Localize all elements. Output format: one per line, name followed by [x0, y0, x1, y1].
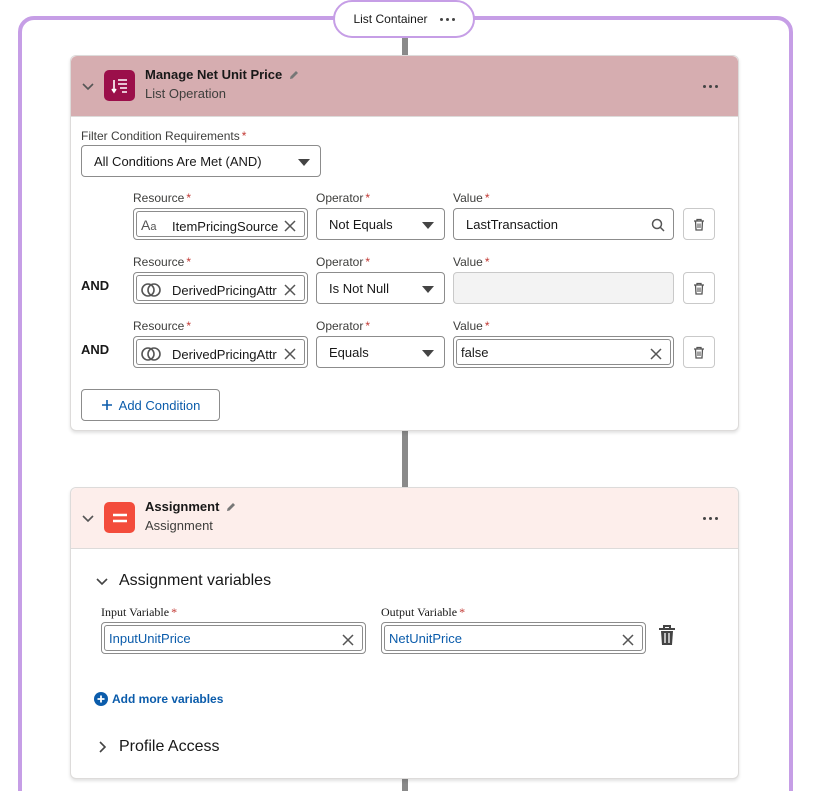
resource-field[interactable]: DerivedPricingAttr: [133, 336, 308, 368]
delete-condition-button[interactable]: [683, 272, 715, 304]
chevron-down-icon[interactable]: [81, 511, 95, 525]
assignment-variables-section-toggle[interactable]: Assignment variables: [95, 572, 271, 590]
linked-rings-icon: [141, 282, 161, 298]
node-title: Manage Net Unit Price: [145, 67, 300, 82]
node-subtitle: List Operation: [145, 86, 226, 101]
value-label: Value *: [453, 319, 490, 333]
output-variable-field[interactable]: NetUnitPrice: [381, 622, 646, 654]
more-actions-icon[interactable]: [440, 18, 455, 21]
list-operation-icon: [104, 70, 135, 101]
more-actions-icon[interactable]: [703, 517, 718, 520]
operator-label: Operator *: [316, 255, 371, 269]
pencil-icon[interactable]: [288, 69, 300, 81]
list-container-pill[interactable]: [333, 0, 475, 38]
value-label: Value *: [453, 255, 490, 269]
clear-icon[interactable]: [284, 284, 296, 296]
resource-label: Resource *: [133, 255, 192, 269]
value-field[interactable]: false: [453, 336, 674, 368]
node-title: Assignment: [145, 499, 237, 514]
resource-field[interactable]: DerivedPricingAttr: [133, 272, 308, 304]
chevron-right-icon: [95, 740, 109, 754]
plus-icon: [101, 399, 113, 411]
profile-access-section-toggle[interactable]: Profile Access: [95, 738, 219, 756]
chevron-down-icon: [95, 574, 109, 588]
clear-icon[interactable]: [284, 348, 296, 360]
and-label: AND: [81, 278, 110, 293]
trash-icon: [693, 346, 705, 359]
resource-label: Resource *: [133, 191, 192, 205]
node-subtitle: Assignment: [145, 518, 213, 533]
text-type-icon: Aa: [141, 217, 157, 233]
add-condition-button[interactable]: Add Condition: [81, 389, 220, 421]
value-field[interactable]: LastTransaction: [453, 208, 674, 240]
input-variable-field[interactable]: InputUnitPrice: [101, 622, 366, 654]
filter-condition-label: Filter Condition Requirements *: [81, 129, 247, 143]
add-more-variables-button[interactable]: Add more variables: [94, 692, 223, 706]
operator-select[interactable]: Equals: [316, 336, 445, 368]
list-operation-card: [70, 55, 739, 431]
clear-icon[interactable]: [342, 634, 354, 646]
add-circle-icon: [94, 692, 108, 706]
chevron-down-icon[interactable]: [81, 79, 95, 93]
operator-select[interactable]: Is Not Null: [316, 272, 445, 304]
trash-icon: [693, 282, 705, 295]
clear-icon[interactable]: [284, 220, 296, 232]
filter-condition-select[interactable]: All Conditions Are Met (AND): [81, 145, 321, 177]
assignment-header: [71, 488, 738, 549]
operator-label: Operator *: [316, 319, 371, 333]
and-label: AND: [81, 342, 110, 357]
resource-field[interactable]: Aa ItemPricingSource: [133, 208, 308, 240]
delete-condition-button[interactable]: [683, 208, 715, 240]
assignment-icon: [104, 502, 135, 533]
search-icon[interactable]: [651, 218, 665, 232]
connector-line: [402, 778, 408, 791]
output-variable-label: Output Variable *: [381, 605, 466, 619]
delete-condition-button[interactable]: [683, 336, 715, 368]
more-actions-icon[interactable]: [703, 85, 718, 88]
operator-label: Operator *: [316, 191, 371, 205]
value-field: [453, 272, 674, 304]
trash-icon[interactable]: [657, 624, 677, 646]
resource-label: Resource *: [133, 319, 192, 333]
value-label: Value *: [453, 191, 490, 205]
trash-icon: [693, 218, 705, 231]
assignment-card: [70, 487, 739, 779]
input-variable-label: Input Variable *: [101, 605, 178, 619]
clear-icon[interactable]: [650, 348, 662, 360]
connector-line: [402, 36, 408, 56]
list-container-label: List Container: [353, 12, 428, 26]
pencil-icon[interactable]: [225, 501, 237, 513]
clear-icon[interactable]: [622, 634, 634, 646]
operator-select[interactable]: Not Equals: [316, 208, 445, 240]
linked-rings-icon: [141, 346, 161, 362]
connector-line: [402, 430, 408, 488]
list-operation-header: [71, 56, 738, 117]
